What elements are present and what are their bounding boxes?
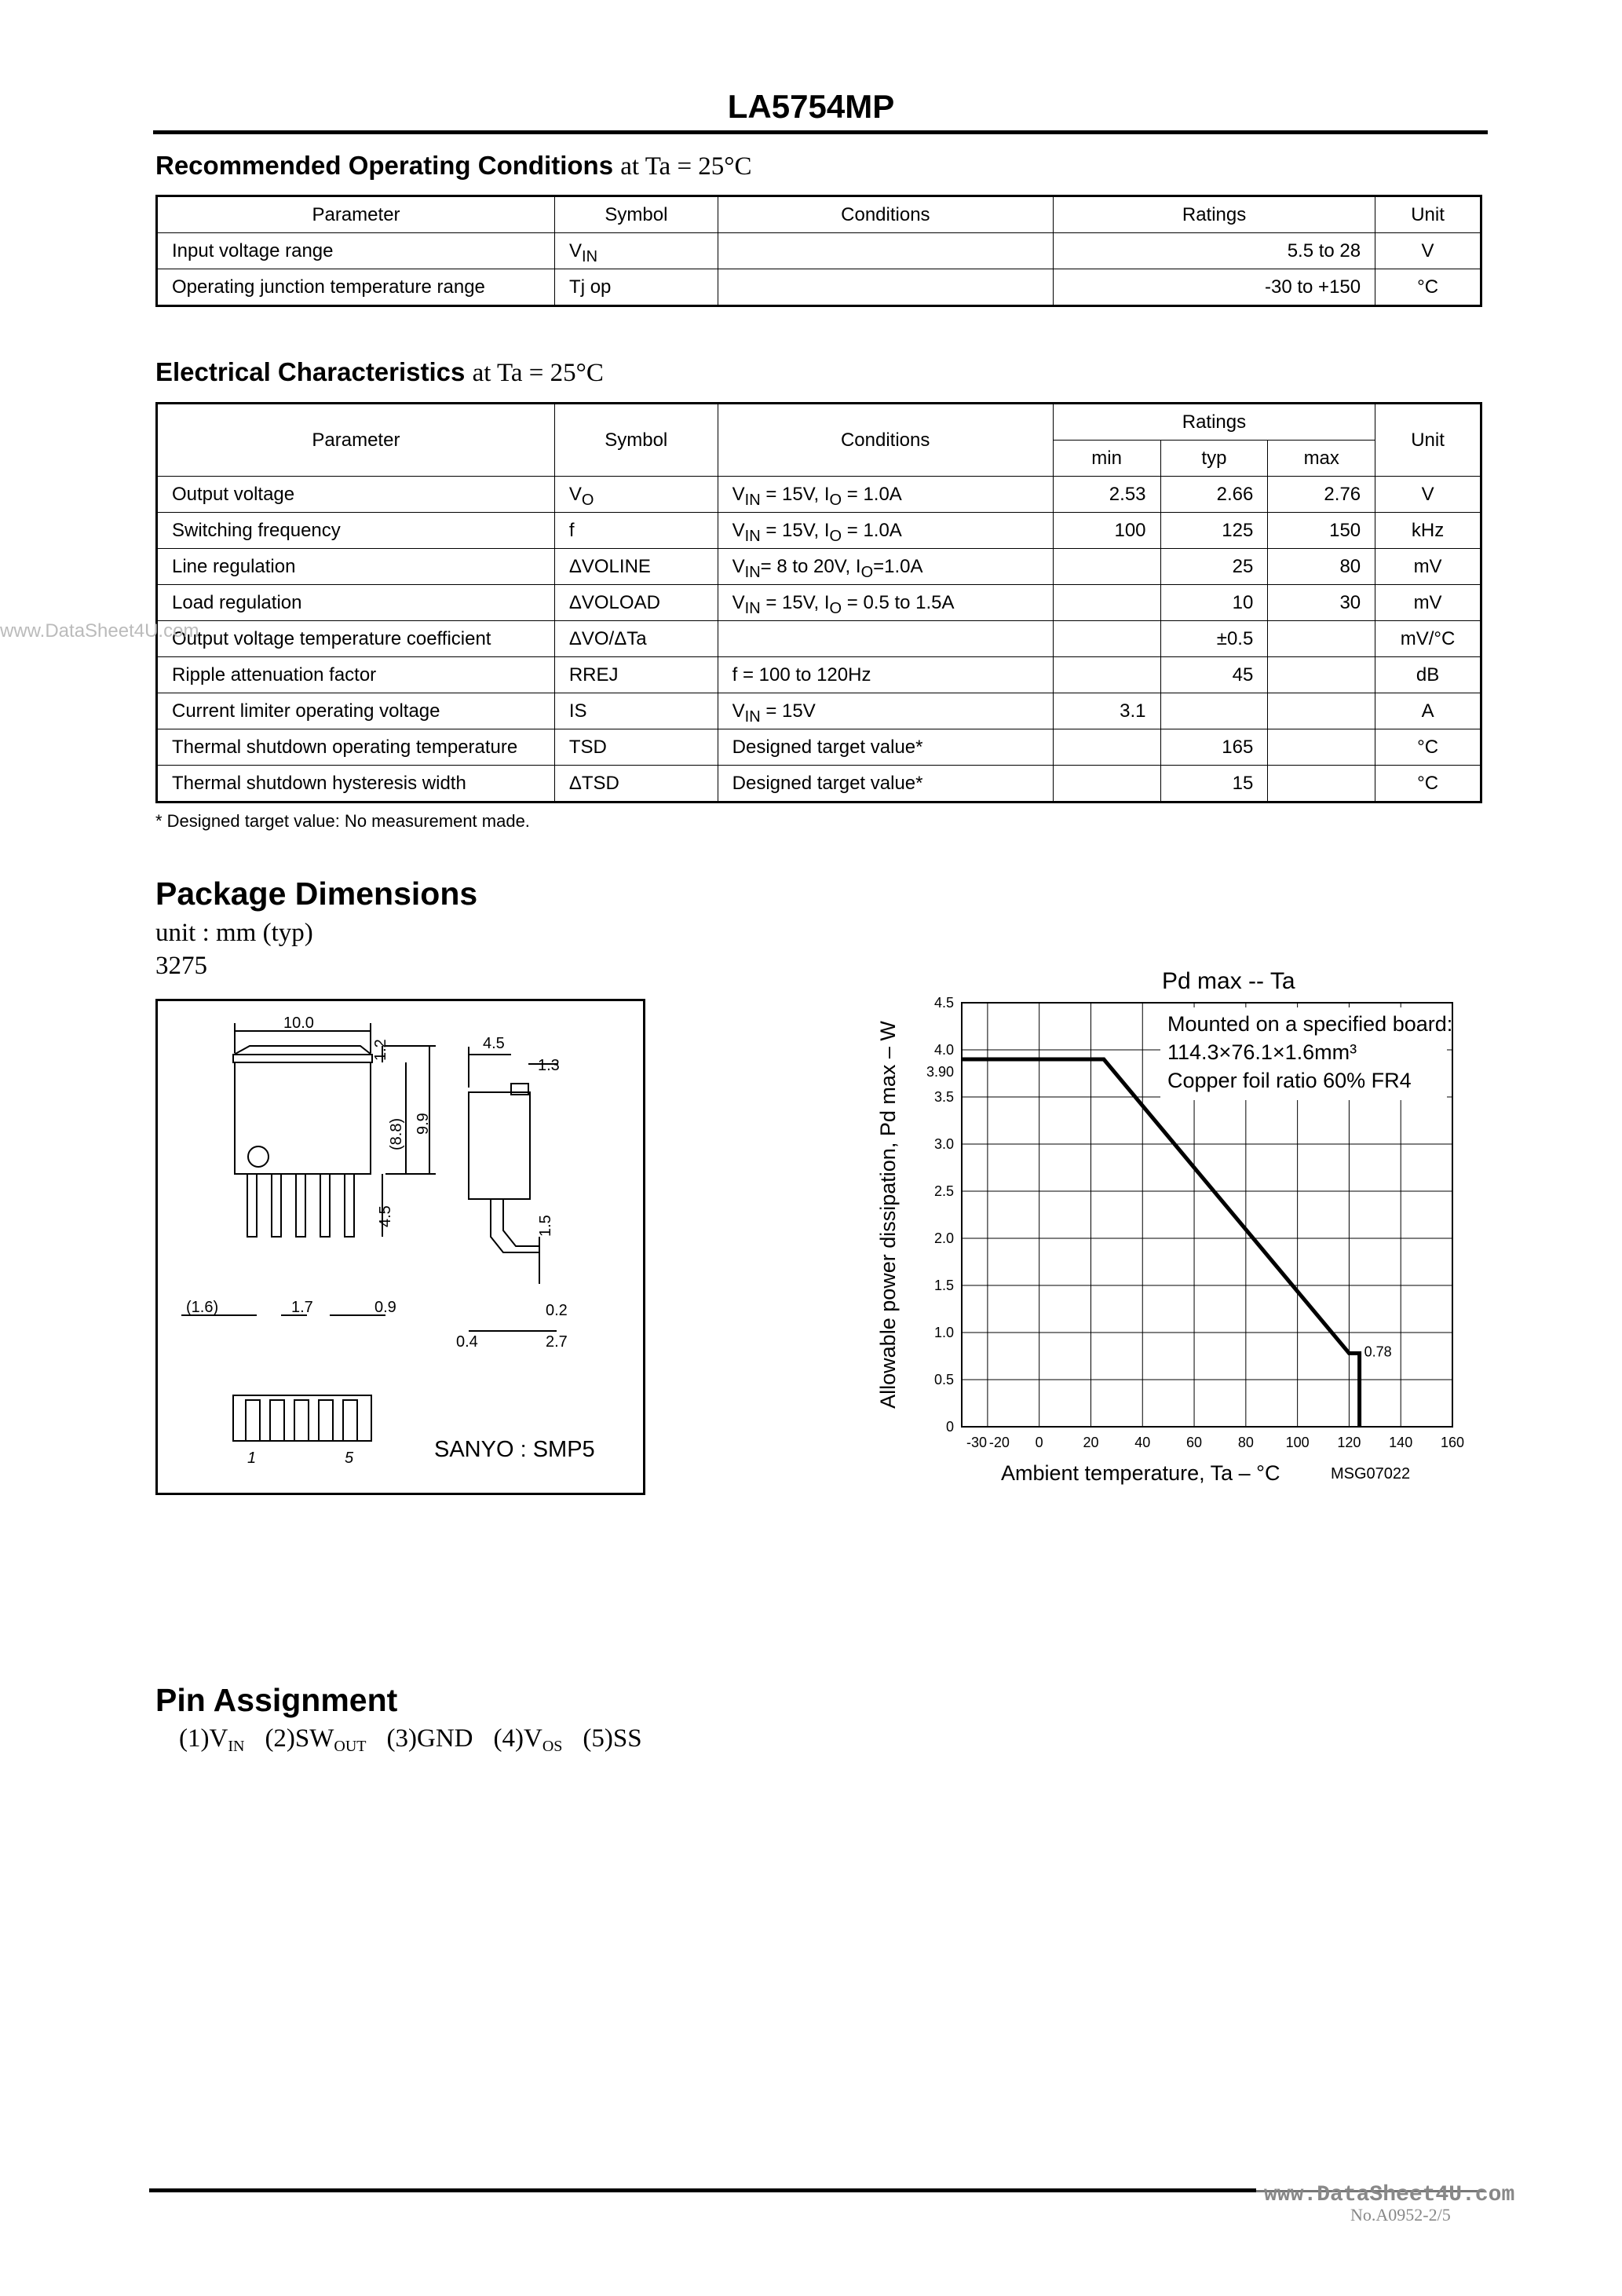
cell-min [1053,729,1160,766]
dim-label: (1.6) [186,1299,219,1316]
cell-symbol [554,693,718,729]
package-unit: unit : mm (typ) [155,919,313,947]
package-code: 3275 [155,952,207,980]
col-symbol: Symbol [554,404,718,477]
table-row [157,766,1481,803]
cell-parameter: Operating junction temperature range [157,269,555,306]
col-conditions: Conditions [718,196,1053,233]
cell-parameter: Output voltage temperature coefficient [157,621,555,657]
package-brand: SANYO : SMP5 [434,1437,595,1462]
chart-code: MSG07022 [1331,1465,1411,1483]
table-row [157,621,1481,657]
y-tick-label: 1.5 [933,1278,954,1293]
col-symbol: Symbol [555,196,718,233]
pin-name: SS [612,1724,642,1753]
cell-typ: ±0.5 [1160,621,1268,657]
y-tick-label: 0 [945,1419,954,1435]
table-row [157,657,1481,693]
cell-parameter: Thermal shutdown hysteresis width [157,766,555,803]
table-row [157,513,1481,549]
legend-line: Mounted on a specified board: [1167,1012,1453,1036]
table-header-row [157,196,1481,233]
leads [247,1174,354,1237]
package-title: Package Dimensions [155,876,478,912]
cell-conditions [718,233,1053,269]
package-drawing-box [155,999,645,1495]
cell-max: 2.76 [1268,477,1375,513]
dim-label: 1.5 [537,1215,554,1237]
pin-sub: IN [228,1738,245,1755]
cell-symbol [554,585,718,621]
cell-parameter: Load regulation [157,585,555,621]
cell-conditions: f = 100 to 120Hz [718,657,1053,693]
cell-max [1268,729,1375,766]
cell-rating: 5.5 to 28 [1053,233,1375,269]
table-row [157,549,1481,585]
symbol-text: V [568,483,582,505]
dim-label: 2.7 [546,1333,568,1351]
x-tick-label: 120 [1337,1435,1361,1450]
pin-name: V [524,1724,542,1753]
cell-parameter: Current limiter operating voltage [157,693,555,729]
pin-label-first: 1 [247,1450,257,1467]
y-tick-label: 2.5 [933,1183,954,1199]
x-tick-label: 140 [1389,1435,1413,1450]
pin-item [494,1724,563,1753]
y-tick-label: 4.5 [933,995,954,1011]
cell-symbol [555,233,718,269]
dim-label: 4.5 [483,1035,505,1052]
symbol-text: ΔVOLINE [568,555,651,577]
y-axis-label: Allowable power dissipation, Pd max – W [876,1021,900,1409]
pin-name: V [209,1724,228,1753]
rec-op-table [155,195,1482,307]
cell-conditions: Designed target value* [718,729,1053,766]
bottom-leads [246,1400,357,1441]
pin-number: (2) [265,1724,295,1753]
dim-label: 1.3 [538,1057,560,1074]
cell-conditions: $V_{IN}= 8$ to 20V, $I_O=1.0A$ [718,549,1053,585]
y-tick-label: 4.0 [933,1042,954,1058]
table-row [157,477,1481,513]
table-header-row [157,404,1481,441]
col-unit: Unit [1375,404,1481,477]
cell-unit: V [1375,233,1481,269]
x-tick-label: 60 [1186,1435,1203,1450]
cell-min [1053,621,1160,657]
dim-label: 4.5 [377,1205,394,1227]
legend-line: 114.3×76.1×1.6mm³ [1167,1040,1357,1064]
cell-symbol [554,766,718,803]
cell-unit: mV [1375,549,1481,585]
cell-unit: A [1375,693,1481,729]
cell-parameter: Output voltage [157,477,555,513]
legend-line: Copper foil ratio 60% FR4 [1167,1069,1412,1092]
symbol-text: IS [568,700,587,722]
cell-typ: 10 [1160,585,1268,621]
cell-conditions: $V_{IN} = 15V$, $I_O = 0.5$ to 1.5A [718,585,1053,621]
y-tick-label: 2.0 [933,1230,954,1246]
cell-unit: °C [1375,766,1481,803]
pin-item [265,1724,366,1753]
pin-name: SW [294,1724,334,1753]
side-body [469,1092,530,1199]
x-tick-label: -30 [966,1435,987,1450]
header-rule [153,130,1488,134]
tab-outline [234,1046,371,1055]
cell-parameter: Input voltage range [157,233,555,269]
cell-typ: 2.66 [1160,477,1268,513]
cell-symbol [555,269,718,306]
cell-rating: -30 to +150 [1053,269,1375,306]
symbol-sub: O [581,491,594,509]
cell-unit: mV [1375,585,1481,621]
table-row [157,269,1481,306]
cell-unit: °C [1375,729,1481,766]
symbol-text: ΔVO/ΔTa [568,627,647,649]
elec-title: Electrical Characteristics [155,357,466,386]
symbol-text: RREJ [568,664,619,686]
rec-op-heading [155,151,752,181]
cell-typ: 45 [1160,657,1268,693]
cell-symbol [554,513,718,549]
col-ratings: Ratings [1053,196,1375,233]
package-drawing [158,1001,643,1493]
elec-table [155,402,1482,803]
cell-max [1268,621,1375,657]
pin1-marker [248,1146,269,1167]
annotation-078: 0.78 [1364,1344,1392,1360]
pin-list [179,1724,663,1753]
x-tick-label: 160 [1440,1435,1465,1450]
cell-typ: 15 [1160,766,1268,803]
pin-item [387,1724,473,1753]
symbol-text: Tj op [569,276,612,298]
x-axis-label: Ambient temperature, Ta – °C [1001,1461,1280,1485]
dim-label: 9.9 [415,1113,432,1135]
x-tick-label: 40 [1134,1435,1151,1450]
pin-item [583,1724,641,1753]
rec-op-title: Recommended Operating Conditions [155,151,614,180]
dim-label: 0.9 [374,1299,396,1316]
table-row [157,729,1481,766]
cell-min [1053,549,1160,585]
dim-label: 0.4 [456,1333,478,1351]
cell-parameter: Ripple attenuation factor [157,657,555,693]
tab-rect [233,1055,372,1062]
col-parameter: Parameter [157,404,555,477]
col-max: max [1268,441,1375,477]
cell-max: 30 [1268,585,1375,621]
dim-label: 1.2 [372,1039,389,1061]
symbol-text: V [569,239,583,261]
footer-rule [149,2188,1256,2192]
symbol-text: ΔTSD [568,772,619,794]
x-tick-label: 20 [1083,1435,1099,1450]
col-ratings: Ratings [1053,404,1375,441]
table-row [157,233,1481,269]
pd-chart [864,954,1507,1488]
dim-label: 0.2 [546,1302,568,1319]
cell-typ [1160,693,1268,729]
cell-typ: 125 [1160,513,1268,549]
pin-sub: OS [542,1738,563,1755]
cell-typ: 25 [1160,549,1268,585]
cell-unit: dB [1375,657,1481,693]
page-number: No.A0952-2/5 [1350,2205,1451,2225]
watermark-right: www.DataSheet4U.com [1264,2183,1515,2207]
cell-conditions [718,621,1053,657]
cell-min: 3.1 [1053,693,1160,729]
cell-conditions [718,269,1053,306]
cell-conditions: $V_{IN} = 15V$ [718,693,1053,729]
y-tick-label: 3.5 [933,1089,954,1105]
y-tick-label: 1.0 [933,1325,954,1340]
cell-parameter: Switching frequency [157,513,555,549]
cell-parameter: Line regulation [157,549,555,585]
table-row [157,693,1481,729]
pin-number: (1) [179,1724,210,1753]
cell-max: 150 [1268,513,1375,549]
cell-conditions: $V_{IN} = 15V$, $I_O = 1.0A$ [718,477,1053,513]
y-tick-label: 3.0 [933,1136,954,1152]
x-tick-label: 100 [1285,1435,1310,1450]
elec-at: at Ta = 25°C [472,359,604,387]
table-row [157,585,1481,621]
cell-min: 2.53 [1053,477,1160,513]
cell-unit: °C [1375,269,1481,306]
col-typ: typ [1160,441,1268,477]
rec-op-at: at Ta = 25°C [620,152,752,181]
symbol-text: f [568,519,575,541]
pin-sub: OUT [334,1738,367,1755]
cell-unit: V [1375,477,1481,513]
pin-title: Pin Assignment [155,1682,398,1718]
x-tick-label: 80 [1237,1435,1254,1450]
cell-parameter: Thermal shutdown operating temperature [157,729,555,766]
cell-symbol [554,477,718,513]
footnote: * Designed target value: No measurement made. [155,811,530,831]
x-tick-label: -20 [988,1435,1010,1450]
symbol-text: TSD [568,736,607,758]
cell-conditions: Designed target value* [718,766,1053,803]
col-min: min [1053,441,1160,477]
elec-heading [155,357,604,388]
dim-label: 10.0 [283,1015,314,1032]
pin-number: (3) [386,1724,418,1753]
pin-number: (4) [493,1724,524,1753]
cell-max [1268,693,1375,729]
cell-symbol [554,657,718,693]
dim-label: 1.7 [291,1299,313,1316]
series-line [962,1059,1360,1427]
chart-title: Pd max -- Ta [1162,968,1295,994]
watermark-left: www.DataSheet4U.com [0,620,199,642]
cell-max: 80 [1268,549,1375,585]
y-tick-label: 0.5 [933,1372,954,1387]
annotation-390: 3.90 [926,1064,954,1080]
pin-name: GND [417,1724,473,1753]
col-conditions: Conditions [718,404,1053,477]
cell-min: 100 [1053,513,1160,549]
bottom-view [233,1395,371,1441]
cell-min [1053,585,1160,621]
cell-unit: mV/°C [1375,621,1481,657]
symbol-sub: IN [582,247,598,265]
cell-typ: 165 [1160,729,1268,766]
symbol-text: ΔVOLOAD [568,591,660,613]
cell-min [1053,657,1160,693]
pin-item [179,1724,244,1753]
page-title: LA5754MP [727,88,895,125]
cell-max [1268,766,1375,803]
pin-label-last: 5 [345,1450,354,1467]
col-parameter: Parameter [157,196,555,233]
cell-symbol [554,729,718,766]
cell-conditions: $V_{IN} = 15V$, $I_O = 1.0A$ [718,513,1053,549]
col-unit: Unit [1375,196,1481,233]
cell-unit: kHz [1375,513,1481,549]
cell-symbol [554,621,718,657]
x-tick-label: 0 [1035,1435,1043,1450]
cell-min [1053,766,1160,803]
pin-number: (5) [583,1724,613,1753]
cell-max [1268,657,1375,693]
dim-label: (8.8) [388,1117,405,1150]
body-outline [235,1062,371,1174]
cell-symbol [554,549,718,585]
